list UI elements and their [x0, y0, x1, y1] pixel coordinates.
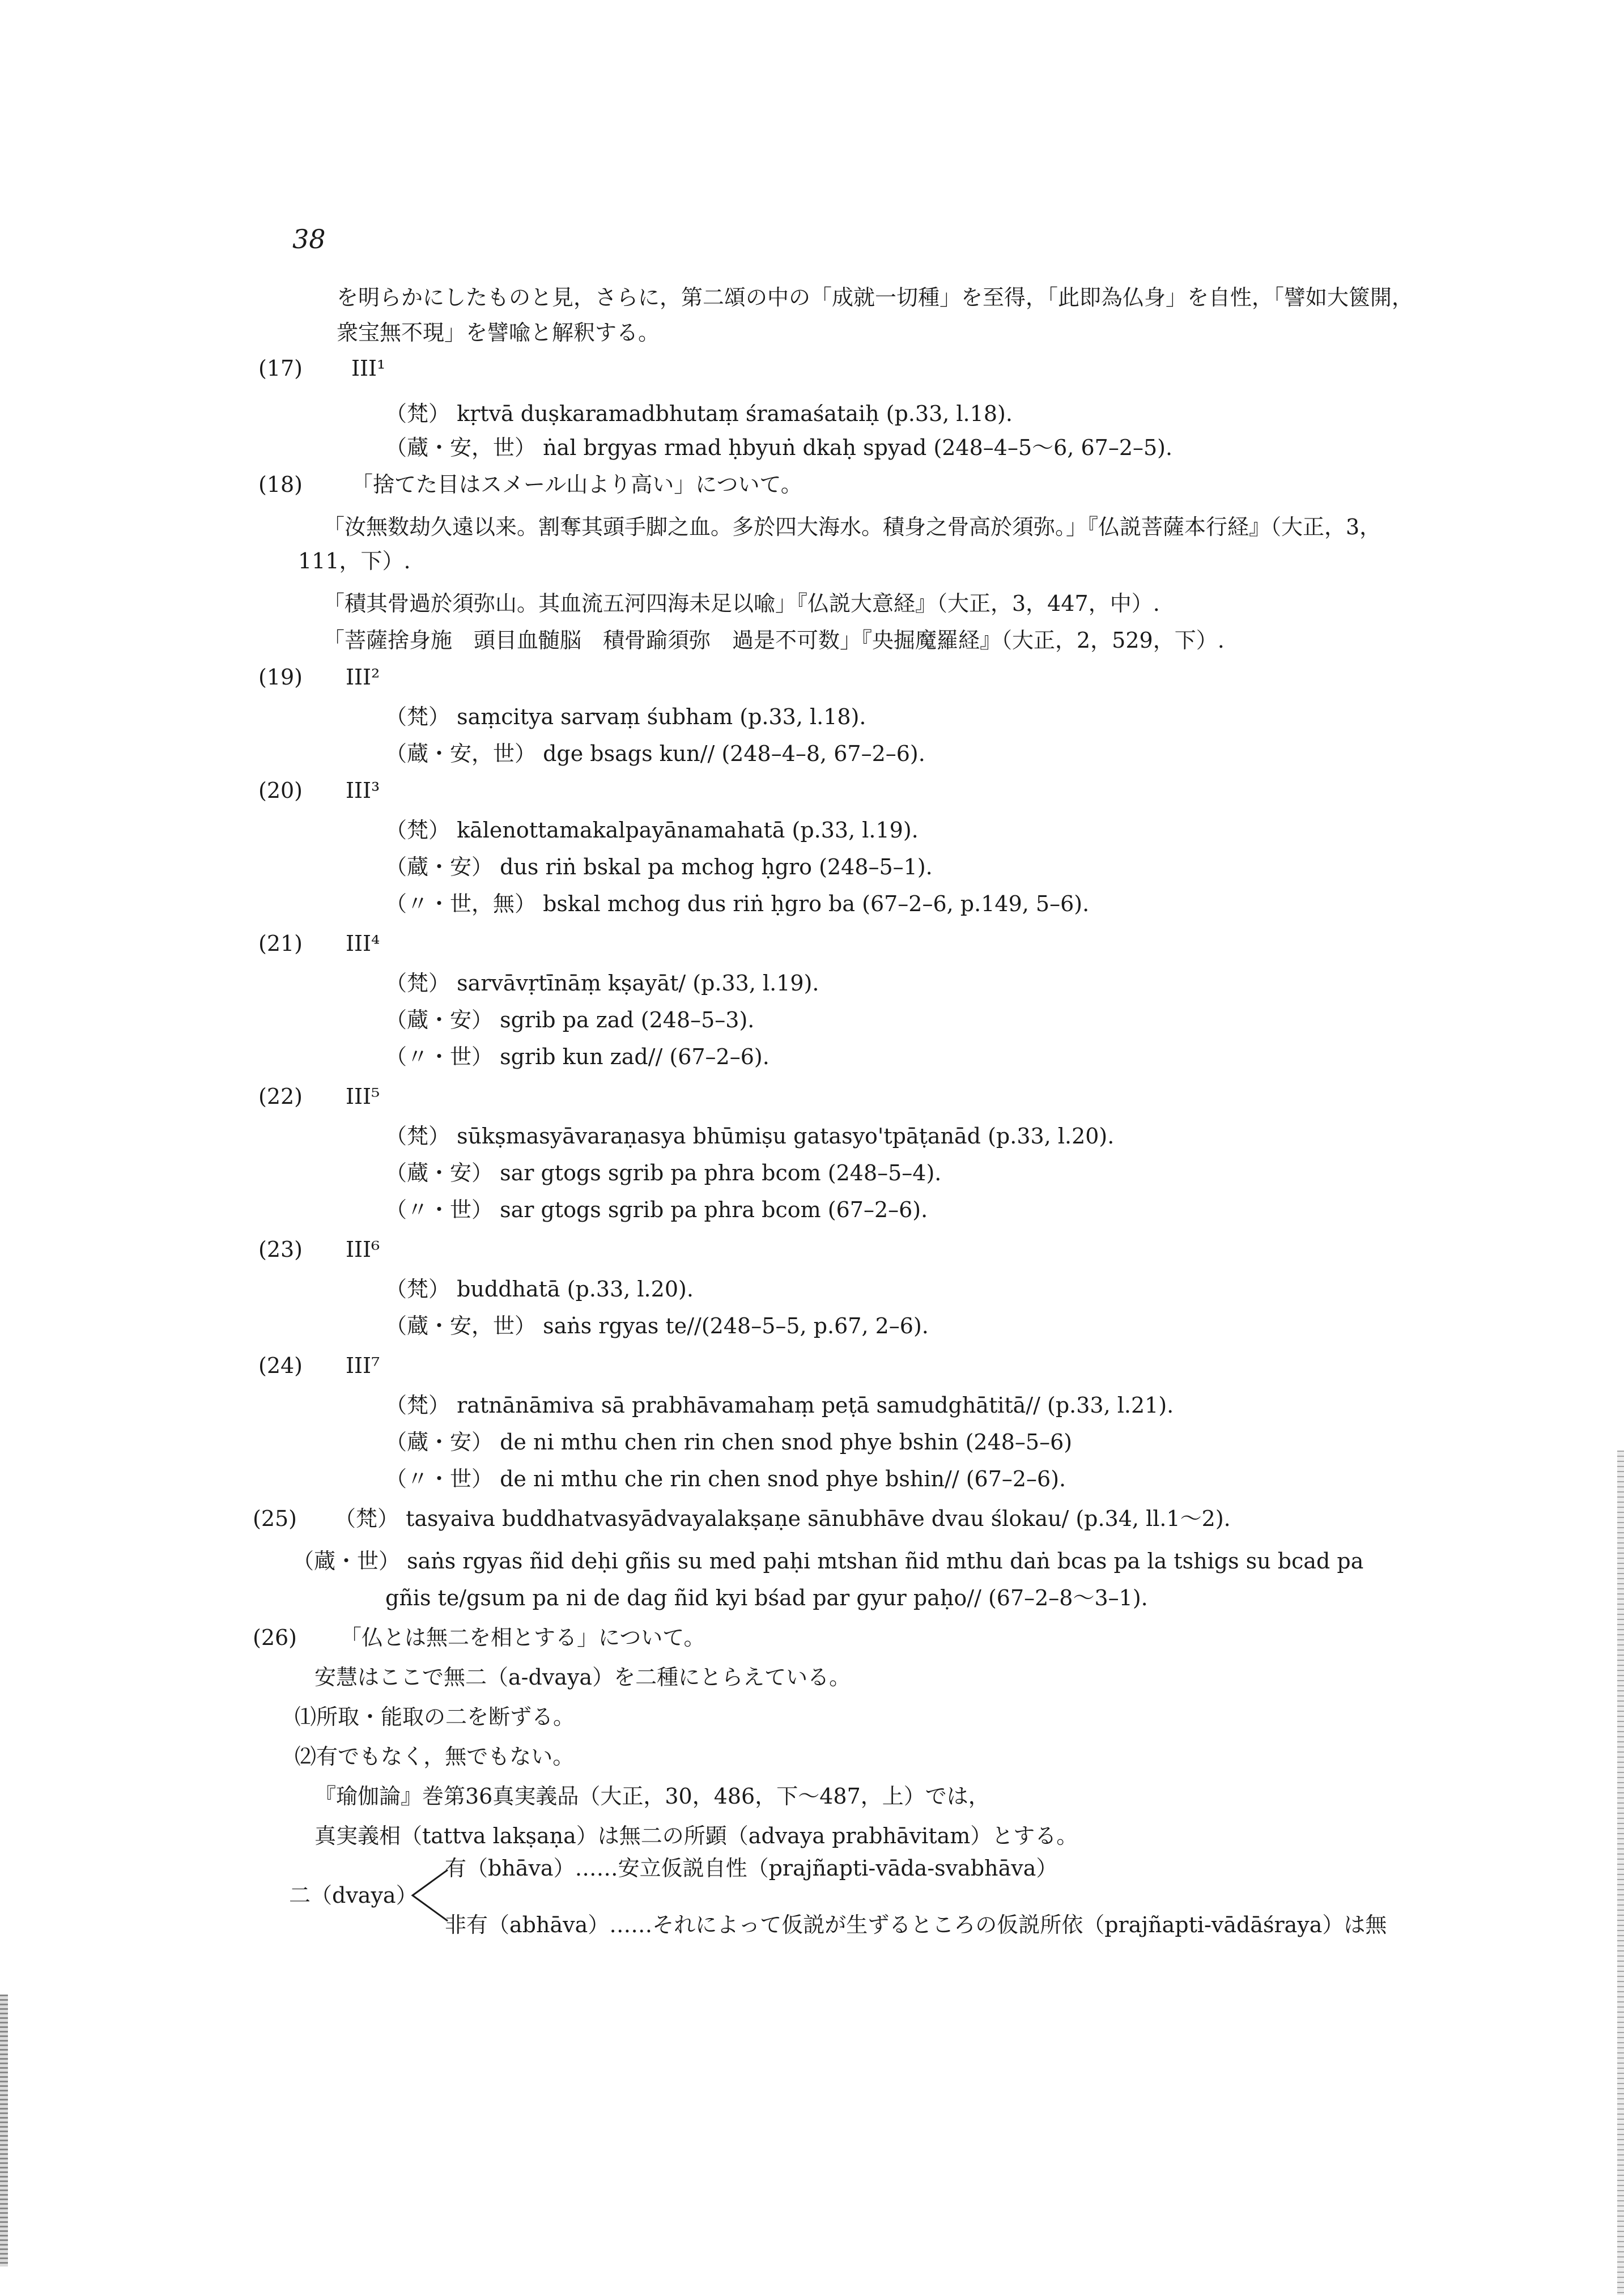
note-line: （梵） ratnānāmiva sā prabhāvamahaṃ peṭā samudghātitā// (p.33, l.21).: [385, 1393, 1174, 1418]
note-head: （梵） tasyaiva buddhatvasyādvayalakṣaṇe sānubhāve dvau ślokau/ (p.34, ll.1〜2).: [334, 1506, 1231, 1531]
note-line: （梵） buddhatā (p.33, l.20).: [385, 1277, 694, 1302]
note-head: 「捨てた目はスメール山より高い」について。: [351, 472, 802, 497]
note-line: ⑵有でもなく，無でもない。: [295, 1744, 575, 1769]
note-head: III²: [346, 665, 380, 690]
note-line: 「積其骨過於須弥山。其血流五河四海未足以喩」『仏説大意経』（大正，3，447，中）.: [323, 591, 1160, 616]
note-line: （梵） kṛtvā duṣkaramadbhutaṃ śramaśataiḥ (p.33, l.18).: [385, 401, 1013, 426]
note-number: (25): [253, 1506, 297, 1531]
note-number: (17): [258, 356, 303, 381]
intro-line: 衆宝無不現」を譬喩と解釈する。: [337, 320, 660, 345]
note-line: 真実義相（tattva lakṣaṇa）は無二の所顕（advaya prabhāvitam）とする。: [314, 1823, 1078, 1848]
note-head: III⁶: [346, 1237, 380, 1262]
note-line: （蔵・安） sar gtogs sgrib pa phra bcom (248–5–4).: [385, 1160, 942, 1185]
note-head: III⁷: [346, 1353, 380, 1378]
note-number: (22): [258, 1084, 303, 1109]
note-line: （蔵・安，世） ṅal brgyas rmad ḥbyuṅ dkaḥ spyad (248–4–5〜6, 67–2–5).: [385, 435, 1173, 460]
scan-edge-left: [0, 1995, 8, 2267]
note-number: (24): [258, 1353, 303, 1378]
note-number: (20): [258, 778, 303, 803]
note-line: （〃・世，無） bskal mchog dus riṅ ḥgro ba (67–2–6, p.149, 5–6).: [385, 891, 1090, 916]
note-line: （梵） sūkṣmasyāvaraṇasya bhūmiṣu gatasyo'tpāṭanād (p.33, l.20).: [385, 1124, 1115, 1149]
note-line: （蔵・安） dus riṅ bskal pa mchog ḥgro (248–5–1).: [385, 854, 933, 879]
note-line: 安慧はここで無二（a-dvaya）を二種にとらえている。: [314, 1665, 851, 1690]
note-line: （蔵・安） de ni mthu chen rin chen snod phye bshin (248–5–6): [385, 1430, 1073, 1455]
note-line: （〃・世） de ni mthu che rin chen snod phye bshin// (67–2–6).: [385, 1466, 1066, 1491]
note-line: （蔵・安） sgrib pa zad (248–5–3).: [385, 1007, 755, 1032]
note-line: （梵） sarvāvṛtīnāṃ kṣayāt/ (p.33, l.19).: [385, 971, 819, 996]
note-line: （蔵・安，世） dge bsags kun// (248–4–8, 67–2–6).: [385, 741, 925, 766]
note-line: gñis te/gsum pa ni de dag ñid kyi bśad par gyur paḥo// (67–2–8〜3–1).: [385, 1585, 1148, 1610]
note-head: III⁴: [346, 931, 380, 956]
note-line: （梵） kālenottamakalpayānamahatā (p.33, l.19).: [385, 818, 919, 843]
note-line: 「菩薩捨身施 頭目血髄脳 積骨踰須弥 過是不可数」『央掘魔羅経』（大正，2，529，下）.: [323, 628, 1225, 653]
note-head: 「仏とは無二を相とする」について。: [340, 1625, 705, 1650]
note-line: （〃・世） sar gtogs sgrib pa phra bcom (67–2–6).: [385, 1197, 928, 1222]
note-line: 『瑜伽論』巻第36真実義品（大正，30，486，下〜487，上）では，: [314, 1784, 990, 1809]
dvaya-lower: 非有（abhāva）……それによって仮説が生ずるところの仮説所依（prajñapti-vādāśraya）は無: [445, 1912, 1387, 1937]
note-line: （蔵・安，世） saṅs rgyas te//(248–5–5, p.67, 2–6).: [385, 1313, 929, 1338]
note-head: III¹: [351, 356, 386, 381]
note-number: (21): [258, 931, 303, 956]
note-line: （蔵・世） saṅs rgyas ñid deḥi gñis su med paḥi mtshan ñid mthu daṅ bcas pa la tshigs su bcad pa: [292, 1549, 1364, 1574]
note-head: III³: [346, 778, 380, 803]
dvaya-label: 二（dvaya）: [289, 1883, 418, 1908]
note-line: 111，下）.: [298, 549, 411, 573]
note-number: (19): [258, 665, 303, 690]
note-number: (23): [258, 1237, 303, 1262]
note-line: （〃・世） sgrib kun zad// (67–2–6).: [385, 1044, 770, 1069]
note-line: 「汝無数劫久遠以来。割奪其頭手脚之血。多於四大海水。積身之骨高於須弥。」『仏説菩薩本行経』（大正，3，: [323, 515, 1381, 539]
dvaya-upper: 有（bhāva）……安立仮説自性（prajñapti-vāda-svabhāva）: [445, 1856, 1058, 1881]
note-line: ⑴所取・能取の二を断ずる。: [295, 1704, 575, 1729]
intro-line: を明らかにしたものと見，さらに，第二頌の中の「成就一切種」を至得，「此即為仏身」を自性，「譬如大篋開，: [337, 285, 1414, 310]
note-number: (26): [253, 1625, 297, 1650]
note-number: (18): [258, 472, 303, 497]
note-line: （梵） saṃcitya sarvaṃ śubham (p.33, l.18).: [385, 704, 866, 729]
note-head: III⁵: [346, 1084, 380, 1109]
page-number: 38: [292, 224, 326, 254]
scan-edge-right: [1617, 1451, 1624, 2295]
